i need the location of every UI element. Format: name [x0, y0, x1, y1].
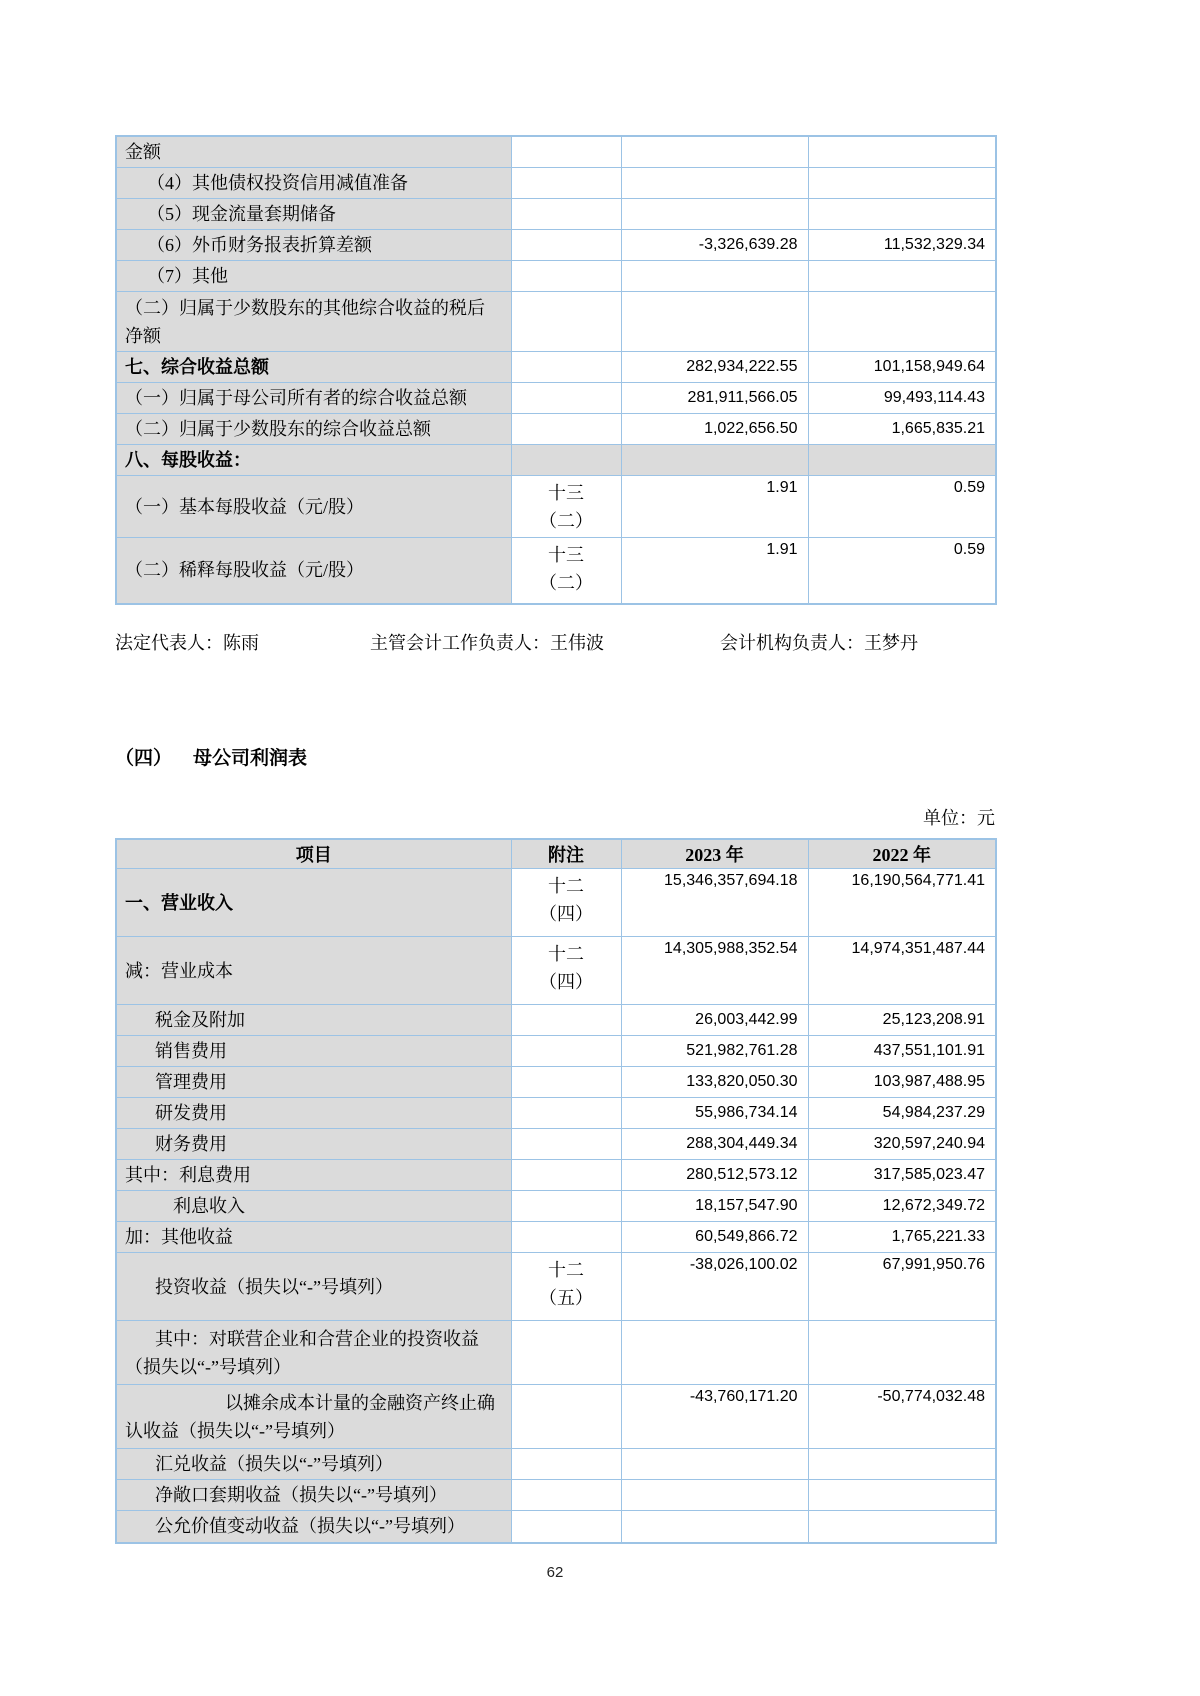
row-label: 财务费用	[116, 1129, 511, 1160]
note-cell: 十三 （二）	[511, 476, 621, 538]
table-row	[116, 1067, 996, 1098]
value-2023: 1.91	[621, 538, 808, 604]
value-2022: 25,123,208.91	[808, 1005, 996, 1036]
table-row	[116, 1129, 996, 1160]
table-row	[116, 1511, 996, 1543]
value-2023	[621, 168, 808, 199]
value-2022: 437,551,101.91	[808, 1036, 996, 1067]
value-2023: -43,760,171.20	[621, 1385, 808, 1449]
row-label: 管理费用	[116, 1067, 511, 1098]
value-2022	[808, 1321, 996, 1385]
table-row	[116, 199, 996, 230]
row-label: 一、营业收入	[116, 869, 511, 937]
value-2023: 1.91	[621, 476, 808, 538]
table-row	[116, 352, 996, 383]
value-2022	[808, 261, 996, 292]
note-cell	[511, 1098, 621, 1129]
table-row	[116, 230, 996, 261]
row-label: 其中：对联营企业和合营企业的投资收益（损失以“-”号填列）	[116, 1321, 511, 1385]
note-cell	[511, 1005, 621, 1036]
row-label: 其中：利息费用	[116, 1160, 511, 1191]
value-2022: 0.59	[808, 476, 996, 538]
value-2022: 0.59	[808, 538, 996, 604]
table-row	[116, 1098, 996, 1129]
column-header: 2022 年	[808, 839, 996, 869]
row-label: 七、综合收益总额	[116, 352, 511, 383]
value-2023	[621, 292, 808, 352]
value-2023: 280,512,573.12	[621, 1160, 808, 1191]
note-cell	[511, 1036, 621, 1067]
table-row	[116, 383, 996, 414]
note-cell	[511, 383, 621, 414]
table-row	[116, 168, 996, 199]
value-2023: 1,022,656.50	[621, 414, 808, 445]
value-2022: 320,597,240.94	[808, 1129, 996, 1160]
value-2023	[621, 1511, 808, 1543]
value-2023: 14,305,988,352.54	[621, 937, 808, 1005]
row-label: 净敞口套期收益（损失以“-”号填列）	[116, 1480, 511, 1511]
section-title: 母公司利润表	[193, 747, 308, 769]
value-2022: 101,158,949.64	[808, 352, 996, 383]
row-label: 公允价值变动收益（损失以“-”号填列）	[116, 1511, 511, 1543]
page-number: 62	[546, 1563, 564, 1581]
value-2022: 317,585,023.47	[808, 1160, 996, 1191]
value-2022	[808, 136, 996, 168]
value-2022	[808, 199, 996, 230]
value-2023: 55,986,734.14	[621, 1098, 808, 1129]
note-cell	[511, 168, 621, 199]
note-cell	[511, 1191, 621, 1222]
row-label: （一）归属于母公司所有者的综合收益总额	[116, 383, 511, 414]
value-2022: -50,774,032.48	[808, 1385, 996, 1449]
value-2023	[621, 199, 808, 230]
row-label: 八、每股收益：	[116, 445, 511, 476]
value-2022: 1,765,221.33	[808, 1222, 996, 1253]
value-2023: -38,026,100.02	[621, 1253, 808, 1321]
value-2022: 103,987,488.95	[808, 1067, 996, 1098]
note-cell: 十二 （四）	[511, 869, 621, 937]
row-label: 投资收益（损失以“-”号填列）	[116, 1253, 511, 1321]
note-cell	[511, 292, 621, 352]
value-2023	[621, 1449, 808, 1480]
parent-income-statement-table	[115, 838, 997, 1544]
value-2022: 14,974,351,487.44	[808, 937, 996, 1005]
table-row	[116, 1222, 996, 1253]
value-2023: 288,304,449.34	[621, 1129, 808, 1160]
row-label: （二）归属于少数股东的其他综合收益的税后净额	[116, 292, 511, 352]
note-cell: 十二 （五）	[511, 1253, 621, 1321]
value-2022	[808, 1480, 996, 1511]
value-2022: 11,532,329.34	[808, 230, 996, 261]
column-header: 2023 年	[621, 839, 808, 869]
row-label: 减：营业成本	[116, 937, 511, 1005]
note-cell	[511, 230, 621, 261]
note-cell	[511, 1480, 621, 1511]
row-label: 销售费用	[116, 1036, 511, 1067]
table-row	[116, 937, 996, 1005]
row-label: 以摊余成本计量的金融资产终止确认收益（损失以“-”号填列）	[116, 1385, 511, 1449]
value-2023: 282,934,222.55	[621, 352, 808, 383]
note-cell: 十三 （二）	[511, 538, 621, 604]
value-2023	[621, 136, 808, 168]
note-cell	[511, 352, 621, 383]
row-label: 汇兑收益（损失以“-”号填列）	[116, 1449, 511, 1480]
row-label: 研发费用	[116, 1098, 511, 1129]
note-cell	[511, 136, 621, 168]
value-2022	[808, 292, 996, 352]
table-row	[116, 1321, 996, 1385]
value-2022: 1,665,835.21	[808, 414, 996, 445]
value-2023	[621, 1321, 808, 1385]
value-2022	[808, 445, 996, 476]
table-row	[116, 1036, 996, 1067]
table-row	[116, 445, 996, 476]
value-2023: 18,157,547.90	[621, 1191, 808, 1222]
row-label: （二）归属于少数股东的综合收益总额	[116, 414, 511, 445]
row-label: （一）基本每股收益（元/股）	[116, 476, 511, 538]
header-row	[116, 839, 996, 869]
table-row	[116, 1385, 996, 1449]
value-2022	[808, 1449, 996, 1480]
note-cell	[511, 445, 621, 476]
table-row	[116, 1253, 996, 1321]
note-cell	[511, 1385, 621, 1449]
signature-line	[115, 629, 1085, 655]
table-row	[116, 538, 996, 604]
column-header: 项目	[116, 839, 511, 869]
value-2023: 281,911,566.05	[621, 383, 808, 414]
value-2022	[808, 168, 996, 199]
row-label: （7）其他	[116, 261, 511, 292]
row-label: （4）其他债权投资信用减值准备	[116, 168, 511, 199]
row-label: 加：其他收益	[116, 1222, 511, 1253]
note-cell: 十二 （四）	[511, 937, 621, 1005]
row-label: 利息收入	[116, 1191, 511, 1222]
row-label: （6）外币财务报表折算差额	[116, 230, 511, 261]
table-row	[116, 869, 996, 937]
column-header: 附注	[511, 839, 621, 869]
value-2022: 16,190,564,771.41	[808, 869, 996, 937]
note-cell	[511, 1222, 621, 1253]
value-2022	[808, 1511, 996, 1543]
table-row	[116, 1449, 996, 1480]
table-row	[116, 1005, 996, 1036]
table-row	[116, 292, 996, 352]
value-2023: 521,982,761.28	[621, 1036, 808, 1067]
note-cell	[511, 261, 621, 292]
note-cell	[511, 1067, 621, 1098]
value-2023	[621, 445, 808, 476]
row-label: （5）现金流量套期储备	[116, 199, 511, 230]
table-row	[116, 414, 996, 445]
chief-accounting-officer: 主管会计工作负责人：王伟波	[370, 632, 604, 653]
value-2022: 54,984,237.29	[808, 1098, 996, 1129]
row-label: （二）稀释每股收益（元/股）	[116, 538, 511, 604]
value-2023: 60,549,866.72	[621, 1222, 808, 1253]
note-cell	[511, 1321, 621, 1385]
row-label: 税金及附加	[116, 1005, 511, 1036]
note-cell	[511, 199, 621, 230]
table-row	[116, 1480, 996, 1511]
value-2022: 99,493,114.43	[808, 383, 996, 414]
value-2022: 12,672,349.72	[808, 1191, 996, 1222]
value-2022: 67,991,950.76	[808, 1253, 996, 1321]
table-row	[116, 1191, 996, 1222]
accounting-dept-head: 会计机构负责人：王梦丹	[720, 632, 918, 653]
section-index: （四）	[115, 747, 173, 769]
row-label: 金额	[116, 136, 511, 168]
unit-label: 单位：元	[923, 807, 995, 828]
value-2023	[621, 1480, 808, 1511]
comprehensive-income-table	[115, 135, 997, 605]
table-row	[116, 261, 996, 292]
value-2023	[621, 261, 808, 292]
value-2023: 133,820,050.30	[621, 1067, 808, 1098]
note-cell	[511, 1129, 621, 1160]
section-heading	[115, 743, 1085, 770]
value-2023: 15,346,357,694.18	[621, 869, 808, 937]
note-cell	[511, 1449, 621, 1480]
note-cell	[511, 1511, 621, 1543]
value-2023: 26,003,442.99	[621, 1005, 808, 1036]
table-row	[116, 136, 996, 168]
table-row	[116, 476, 996, 538]
note-cell	[511, 414, 621, 445]
legal-representative: 法定代表人：陈雨	[115, 632, 259, 653]
note-cell	[511, 1160, 621, 1191]
value-2023: -3,326,639.28	[621, 230, 808, 261]
table-row	[116, 1160, 996, 1191]
